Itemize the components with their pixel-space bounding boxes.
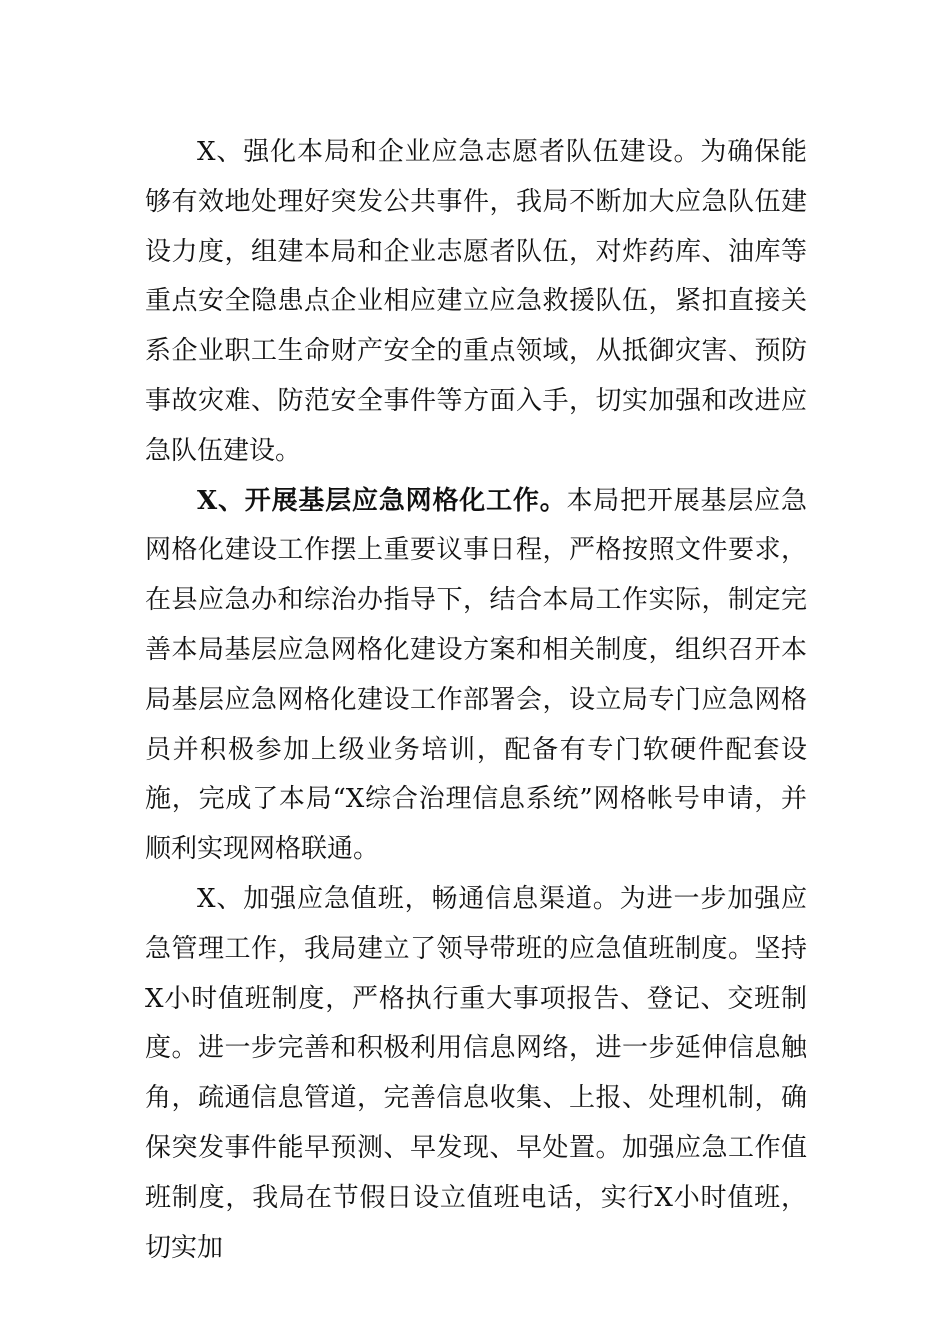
paragraph-volunteer-teams xyxy=(145,128,807,477)
paragraph-text: X、加强应急值班，畅通信息渠道。为进一步加强应急管理工作，我局建立了领导带班的应急值班制度。坚持X小时值班制度，严格执行重大事项报告、登记、交班制度。进一步完善和积极利用信息网络，进一步延伸信息触角，疏通信息管道，完善信息收集、上报、处理机制，确保突发事件能早预测、早发现、早处置。加强应急工作值班制度，我局在节假日设立值班电话，实行X小时值班，切实加 xyxy=(145,883,807,1263)
paragraph-text: 本局把开展基层应急网格化建设工作摆上重要议事日程，严格按照文件要求，在县应急办和综治办指导下，结合本局工作实际，制定完善本局基层应急网格化建设方案和相关制度，组织召开本局基层应急网格化建设工作部署会，设立局专门应急网格员并积极参加上级业务培训，配备有专门软硬件配套设施，完成了本局“X综合治理信息系统”网格帐号申请，并顺利实现网格联通。 xyxy=(145,485,807,865)
paragraph-text: X、强化本局和企业应急志愿者队伍建设。为确保能够有效地处理好突发公共事件，我局不断加大应急队伍建设力度，组建本局和企业志愿者队伍，对炸药库、油库等重点安全隐患点企业相应建立应急救援队伍，紧扣直接关系企业职工生命财产安全的重点领域，从抵御灾害、预防事故灾难、防范安全事件等方面入手，切实加强和改进应急队伍建设。 xyxy=(145,137,807,466)
paragraph-duty-shift xyxy=(145,875,807,1273)
paragraph-lead: X、开展基层应急网格化工作。 xyxy=(197,485,567,516)
paragraph-grid-work xyxy=(145,477,807,875)
document-body xyxy=(145,128,807,1273)
